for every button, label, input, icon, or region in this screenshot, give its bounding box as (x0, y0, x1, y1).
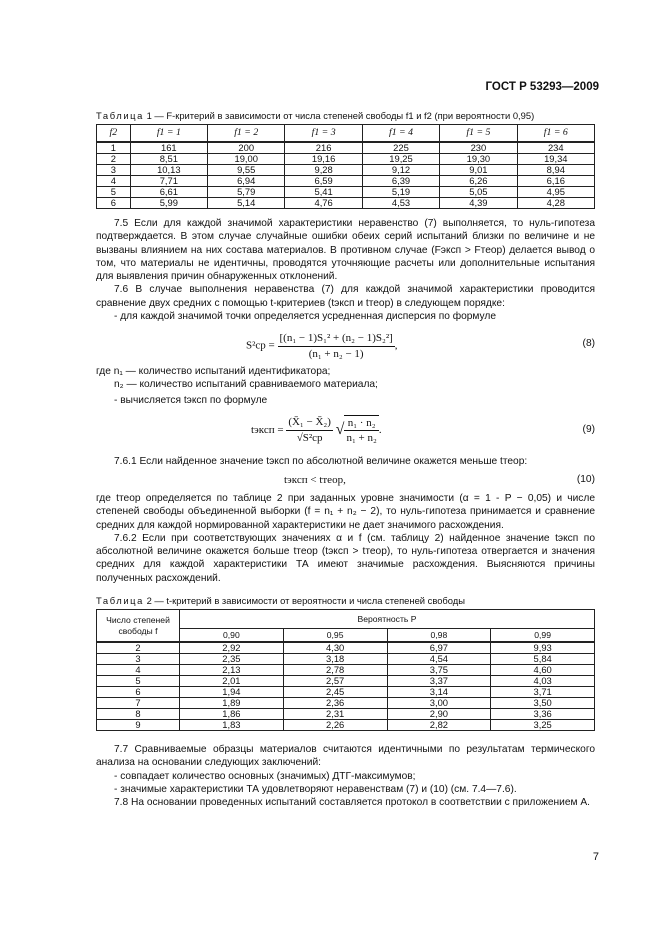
table-cell: 2,26 (283, 720, 387, 731)
table-cell: 5 (97, 187, 131, 198)
table-row (97, 187, 595, 198)
formula-10-number: (10) (576, 474, 595, 486)
table2-group-header: Вероятность P (180, 610, 595, 629)
table-cell: 3,25 (491, 720, 595, 731)
table-cell: 3 (97, 165, 131, 176)
table-cell: 7,71 (130, 176, 207, 187)
table-cell: 4,76 (285, 198, 362, 209)
table-cell: 1,94 (180, 687, 284, 698)
table1-header-row (97, 125, 595, 143)
table-row (97, 642, 595, 654)
table-cell: 216 (285, 142, 362, 154)
table-cell: 9,55 (208, 165, 285, 176)
table2-caption-label: Таблица (96, 594, 144, 606)
table-cell: 1,89 (180, 698, 284, 709)
table-cell: 2 (97, 642, 180, 654)
table-cell: 9,12 (362, 165, 439, 176)
table1-header-cell: f1 = 3 (285, 125, 362, 143)
table-cell: 4,95 (517, 187, 594, 198)
formula-8-denominator: (n₁ + n₂ − 1) (308, 347, 364, 360)
table-cell: 19,16 (285, 154, 362, 165)
formula-8 (96, 329, 595, 365)
table-cell: 19,25 (362, 154, 439, 165)
formula-9-root-bottom: n₁ + n₂ (346, 432, 377, 445)
table1-caption-text: 1 — F-критерий в зависимости от числа степеней свободы f1 и f2 (при вероятности 0,95) (146, 110, 535, 121)
table-cell: 6,16 (517, 176, 594, 187)
table2-subheader-cell: 0,90 (180, 629, 284, 643)
table-cell: 5,14 (208, 198, 285, 209)
paragraph-7-6-2: 7.6.2 Если при соответствующих значениях α и f (см. таблицу 2) найденное значение tэксп по абсолютной величине окажется больше tтеор (tэксп > tтеор), то нуль-гипотеза отвергается и значения средних для каждой характеристики ТА имеют значимые расхождения. Выясняются причины полученных расхождений. (96, 532, 595, 584)
table-cell: 2,13 (180, 665, 284, 676)
table1-caption (96, 110, 595, 122)
table-cell: 161 (130, 142, 207, 154)
formula-9-root (344, 415, 378, 446)
paragraph-7-7-dash-1: - совпадает количество основных (значимых) ДТГ-максимумов; (114, 770, 416, 782)
page-content (96, 110, 595, 809)
table-cell: 234 (517, 142, 594, 154)
table-cell: 19,34 (517, 154, 594, 165)
table-cell: 19,00 (208, 154, 285, 165)
paragraph-7-7-dash-2: - значимые характеристики ТА удовлетворяют неравенствам (7) и (10) (см. 7.4—7.6). (114, 783, 517, 795)
paragraph-7-6-1: 7.6.1 Если найденное значение tэксп по абсолютной величине окажется меньше tтеор: (114, 455, 528, 467)
formula-8-numerator: [(n₁ − 1)S₁² + (n₂ − 1)S₂²] (278, 331, 395, 346)
table-cell: 2,90 (387, 709, 491, 720)
table-cell: 4,54 (387, 654, 491, 665)
paragraph-7-6-1-continued: где tтеор определяется по таблице 2 при заданных уровне значимости (α = 1 - P − 0,05) и числе степеней свободы объединенной выборки (f = n₁ + n₂ − 2), то нуль-гипотеза принимается и сравнение средних для каждой нормированной характеристики не дает значимого расхождения. (96, 493, 595, 531)
formula-9-number: (9) (582, 423, 595, 435)
table-cell: 1,83 (180, 720, 284, 731)
paragraph-7-6: 7.6 В случае выполнения неравенства (7) для каждой значимой характеристики проводится сравнение двух средних с помощью t-критериев (tэксп и tтеор) в следующем порядке: (96, 284, 595, 309)
table-cell: 2,57 (283, 676, 387, 687)
table1-header-cell: f2 (97, 125, 131, 143)
table-cell: 2,36 (283, 698, 387, 709)
table-row (97, 198, 595, 209)
table-cell: 4,53 (362, 198, 439, 209)
formula-10 (96, 470, 595, 492)
table-cell: 1,86 (180, 709, 284, 720)
table-cell: 10,13 (130, 165, 207, 176)
formula-9-denominator: √S²ср (296, 431, 323, 444)
table-cell: 3,50 (491, 698, 595, 709)
table-cell: 5,84 (491, 654, 595, 665)
table-cell: 3,36 (491, 709, 595, 720)
formula-9 (96, 411, 595, 455)
table-row (97, 154, 595, 165)
table-row (97, 709, 595, 720)
table-cell: 2,31 (283, 709, 387, 720)
formula-9-root-top: n₁ · n₂ (344, 416, 378, 431)
f-criterion-table (96, 124, 595, 209)
paragraph-7-6-dash-1: - для каждой значимой точки определяется усредненная дисперсия по формуле (114, 310, 497, 322)
table-row (97, 142, 595, 154)
table2-caption (96, 595, 595, 607)
table-cell: 9,93 (491, 642, 595, 654)
table-cell: 2,78 (283, 665, 387, 676)
table-cell: 8 (97, 709, 180, 720)
table-cell: 2,45 (283, 687, 387, 698)
table-cell: 2,35 (180, 654, 284, 665)
table-cell: 3 (97, 654, 180, 665)
paragraph-7-7: 7.7 Сравниваемые образцы материалов считаются идентичными по результатам термического анализа на основании следующих заключений: (96, 744, 595, 769)
formula-9-numerator: (X̄₁ − X̄₂) (286, 415, 333, 430)
table-cell: 5 (97, 676, 180, 687)
table-row (97, 676, 595, 687)
table1-body (97, 142, 595, 209)
table-cell: 6,26 (440, 176, 517, 187)
table-cell: 4,60 (491, 665, 595, 676)
formula-8-lhs: S²ср = (246, 339, 275, 352)
formula-8-fraction (278, 331, 395, 361)
table-row (97, 165, 595, 176)
table-cell: 3,75 (387, 665, 491, 676)
formula-8-number: (8) (582, 338, 595, 350)
table-cell: 6,97 (387, 642, 491, 654)
table-cell: 2,01 (180, 676, 284, 687)
t-criterion-table (96, 609, 595, 731)
table-cell: 3,18 (283, 654, 387, 665)
paragraph-7-5: 7.5 Если для каждой значимой характеристики неравенство (7) выполняется, то нуль-гипотеза подтверждается. В этом случае случайные ошибки обеих серий испытаний близки по величине и не вызваны влиянием на них состава материалов. В противном случае (Fэксп > Fтеор) делается вывод о том, что материалы не идентичны, проводятся уточняющие расчеты или дополнительные испытания для выявления причин обнаруженных отклонений. (96, 218, 595, 283)
table2-body (97, 642, 595, 731)
table-cell: 9,01 (440, 165, 517, 176)
page-number: 7 (592, 851, 599, 863)
table-cell: 3,71 (491, 687, 595, 698)
table-cell: 4 (97, 665, 180, 676)
table2-col-header: Число степеней свободы f (97, 610, 180, 643)
table-cell: 9 (97, 720, 180, 731)
table-cell: 1 (97, 142, 131, 154)
table-row (97, 176, 595, 187)
table-cell: 2,92 (180, 642, 284, 654)
table-cell: 3,00 (387, 698, 491, 709)
table-row (97, 720, 595, 731)
sqrt-icon: √ (335, 420, 345, 438)
formula-9-lhs: tэксп = (251, 423, 284, 436)
formula-9-tail: . (378, 423, 382, 436)
table-cell: 3,14 (387, 687, 491, 698)
table-cell: 5,05 (440, 187, 517, 198)
table-row (97, 665, 595, 676)
table-cell: 2,82 (387, 720, 491, 731)
formula-8-tail: , (394, 339, 398, 352)
table2-subheader-cell: 0,99 (491, 629, 595, 643)
table-cell: 5,19 (362, 187, 439, 198)
table-cell: 6,94 (208, 176, 285, 187)
table-cell: 4,30 (283, 642, 387, 654)
table-cell: 7 (97, 698, 180, 709)
table-cell: 6,59 (285, 176, 362, 187)
table-cell: 5,41 (285, 187, 362, 198)
table-cell: 225 (362, 142, 439, 154)
table-cell: 19,30 (440, 154, 517, 165)
paragraph-7-6-dash-2: - вычисляется tэксп по формуле (114, 394, 268, 406)
table-cell: 6 (97, 687, 180, 698)
table-cell: 5,79 (208, 187, 285, 198)
table-cell: 9,28 (285, 165, 362, 176)
table-cell: 6,39 (362, 176, 439, 187)
table-cell: 5,99 (130, 198, 207, 209)
standard-number: ГОСТ Р 53293—2009 (485, 81, 599, 93)
table2-subheader-cell: 0,95 (283, 629, 387, 643)
paragraph-7-8: 7.8 На основании проведенных испытаний составляется протокол в соответствии с приложением А. (114, 797, 590, 809)
table1-header-cell: f1 = 1 (130, 125, 207, 143)
table1-header-cell: f1 = 4 (362, 125, 439, 143)
table1-header-cell: f1 = 6 (517, 125, 594, 143)
table1-caption-label: Таблица (96, 110, 144, 121)
table2-caption-text: 2 — t-критерий в зависимости от вероятности и числа степеней свободы (146, 594, 465, 606)
table-cell: 3,37 (387, 676, 491, 687)
where-n2: n₂ — количество испытаний сравниваемого материала; (114, 379, 378, 391)
table-cell: 200 (208, 142, 285, 154)
table-cell: 6,61 (130, 187, 207, 198)
table-cell: 4,28 (517, 198, 594, 209)
table1-header-cell: f1 = 2 (208, 125, 285, 143)
formula-9-fraction (286, 415, 333, 445)
formula-10-expression: tэксп < tтеор, (284, 474, 346, 487)
where-n1: где n₁ — количество испытаний идентификатора; (96, 366, 331, 378)
table2-subheader-cell: 0,98 (387, 629, 491, 643)
table-row (97, 698, 595, 709)
table-cell: 230 (440, 142, 517, 154)
table-row (97, 687, 595, 698)
table2-group-row (97, 610, 595, 629)
table1-header-cell: f1 = 5 (440, 125, 517, 143)
table-cell: 2 (97, 154, 131, 165)
table-cell: 4,03 (491, 676, 595, 687)
table-cell: 8,94 (517, 165, 594, 176)
table-cell: 4,39 (440, 198, 517, 209)
table-cell: 4 (97, 176, 131, 187)
table-row (97, 654, 595, 665)
table-cell: 8,51 (130, 154, 207, 165)
table-cell: 6 (97, 198, 131, 209)
